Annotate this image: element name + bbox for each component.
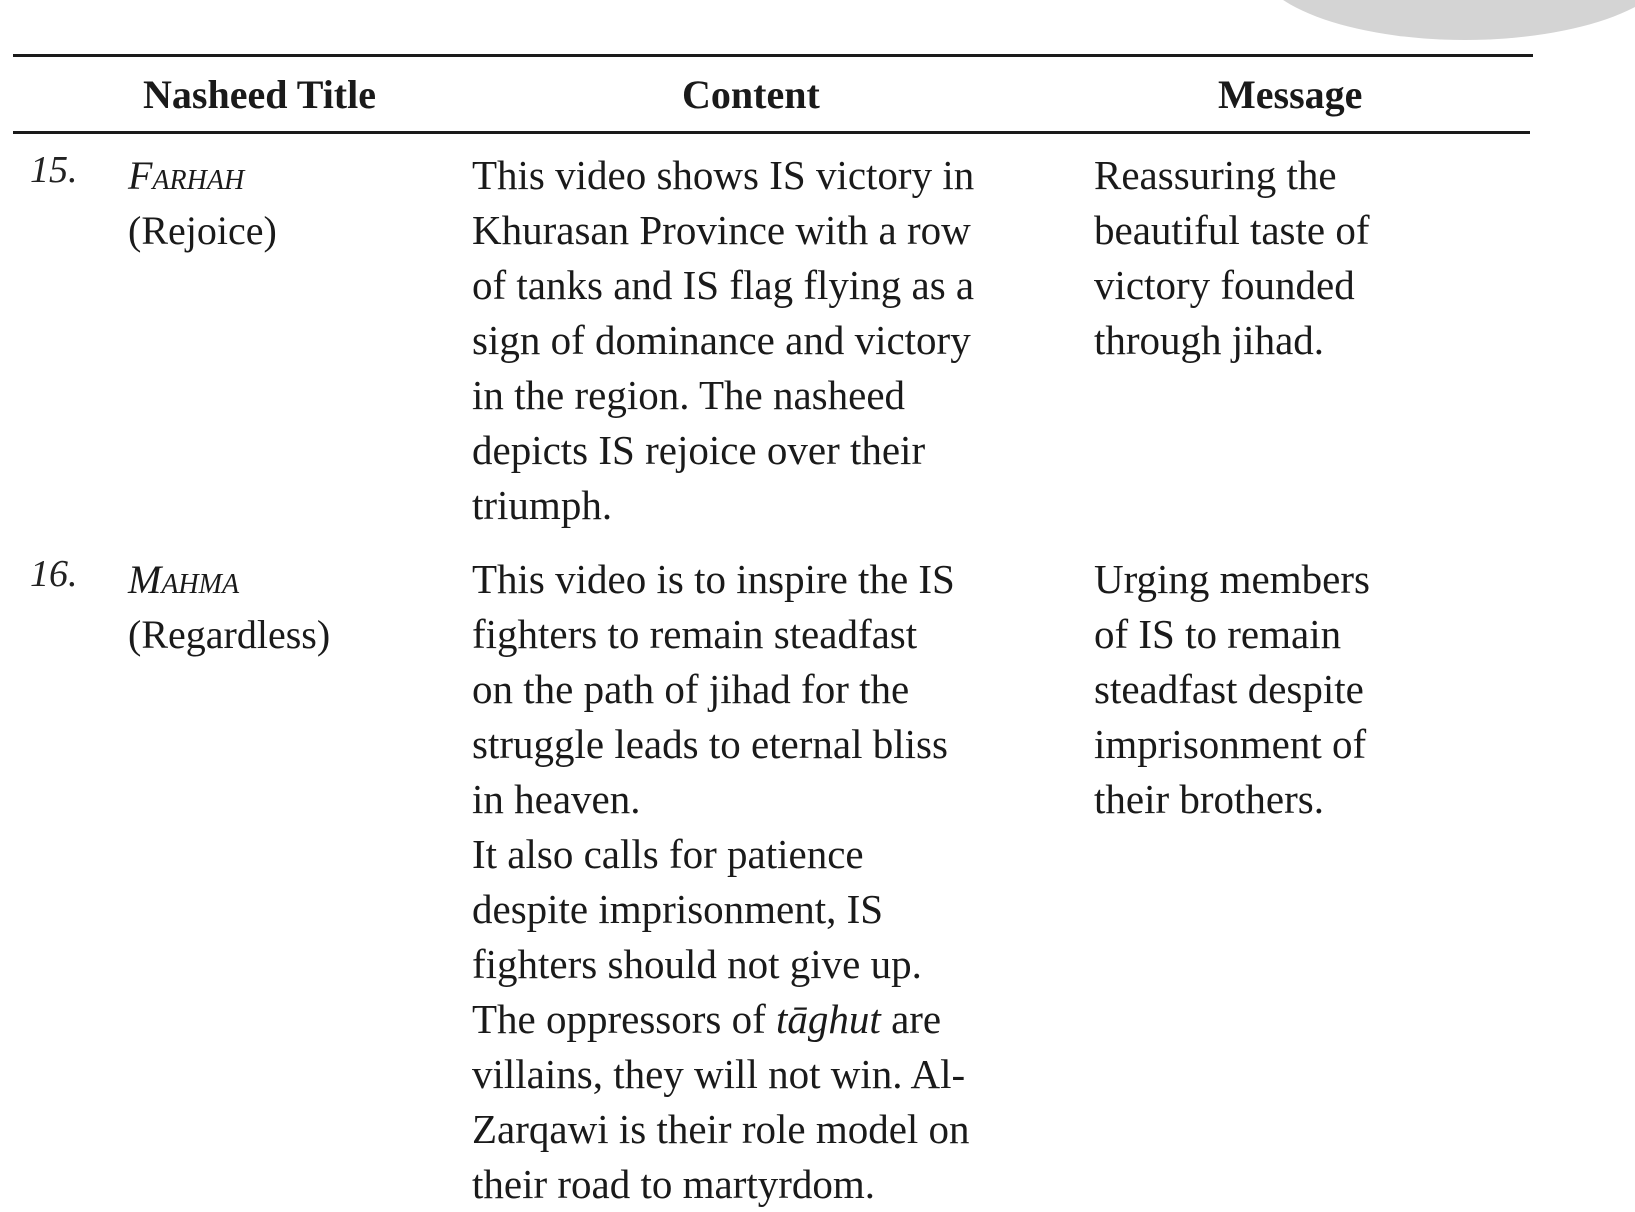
nasheed-name: Mahma	[128, 557, 240, 602]
nasheed-title-cell	[128, 552, 330, 662]
nasheed-translation: (Regardless)	[128, 612, 331, 657]
header-content: Content	[682, 72, 820, 117]
row-number: 16.	[30, 553, 78, 595]
table-top-rule	[13, 54, 1533, 57]
header-message: Message	[1218, 72, 1363, 117]
corner-decoration	[1255, 0, 1635, 40]
content-italic-term: tāghut	[776, 996, 881, 1042]
content-cell: This video shows IS victory in Khurasan Province with a row of tanks and IS flag flying as a sign of dominance and victory in the region. The nasheed depicts IS rejoice over their triumph.	[472, 152, 975, 528]
message-cell: Reassuring the beautiful taste of victory founded through jihad.	[1094, 152, 1370, 363]
header-nasheed-title: Nasheed Title	[143, 72, 376, 117]
table-header-rule	[13, 131, 1530, 134]
content-text: This video is to inspire the IS fighters to remain steadfast on the path of jihad for the struggle leads to eternal bliss in heaven. It also calls for patience despite imprisonment, IS fighters should not give up. The oppressors of	[472, 556, 955, 1042]
nasheed-title-cell	[128, 148, 277, 258]
row-number: 15.	[30, 149, 78, 191]
message-cell: Urging members of IS to remain steadfast despite imprisonment of their brothers.	[1094, 556, 1370, 822]
nasheed-translation: (Rejoice)	[128, 208, 277, 253]
content-text: are villains, they will not win. Al- Zarqawi is their role model on their road to martyrdom.	[472, 996, 970, 1207]
nasheed-name: Farhah	[128, 153, 245, 198]
content-cell	[472, 552, 1052, 1212]
